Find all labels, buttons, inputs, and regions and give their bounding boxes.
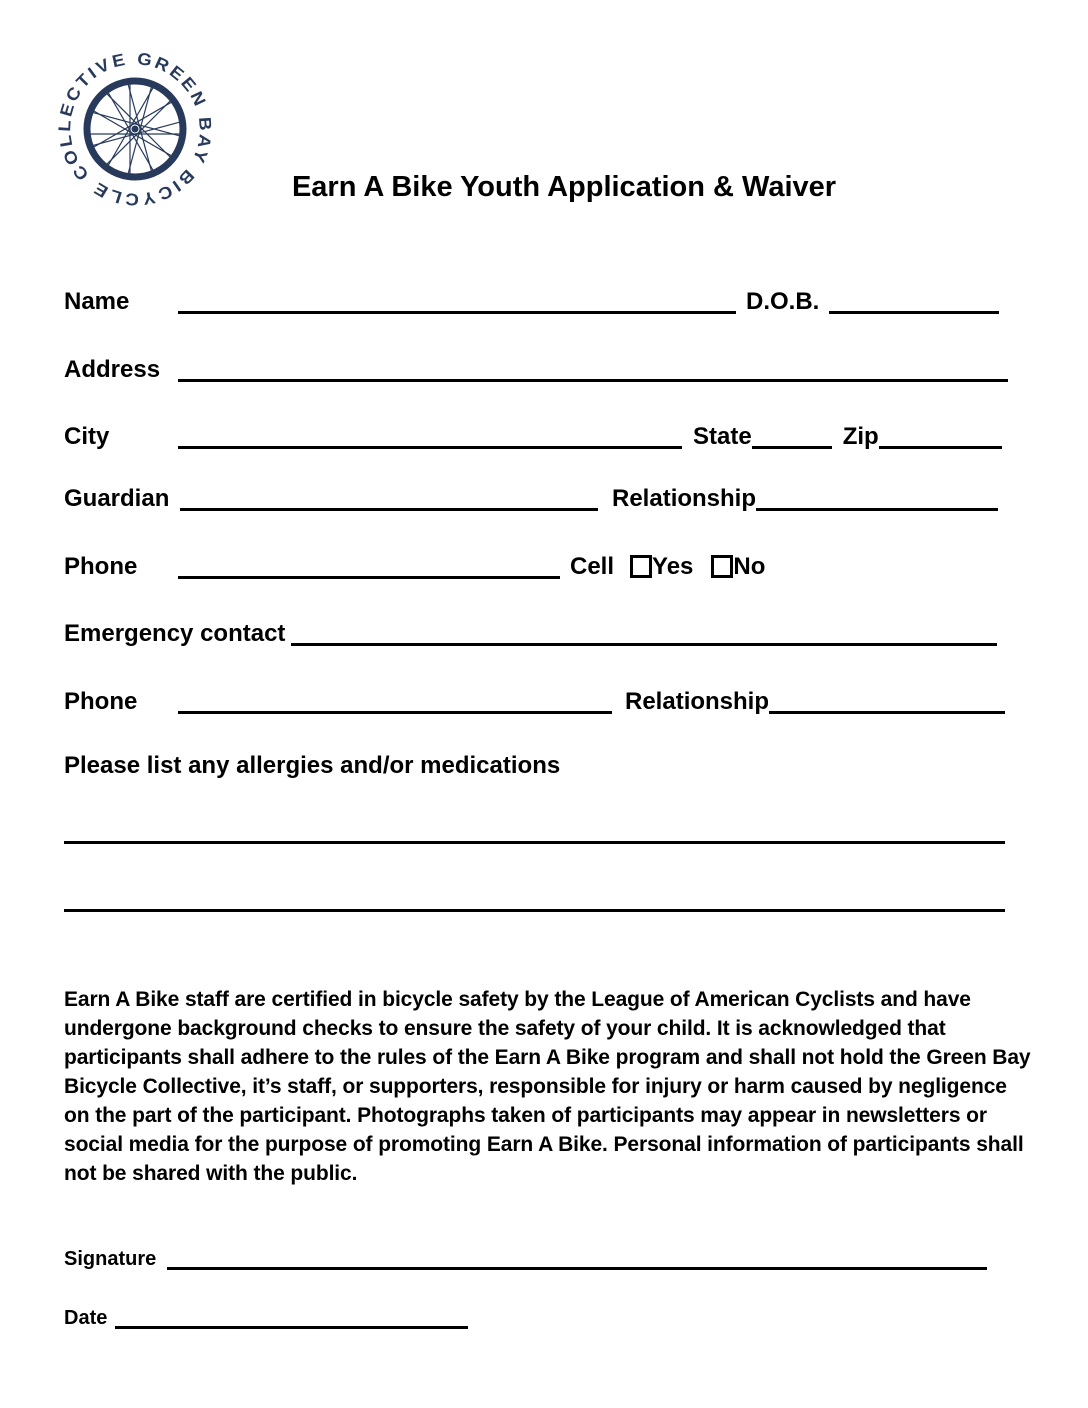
allergies-heading: Please list any allergies and/or medications <box>64 752 561 779</box>
dob-label: D.O.B. <box>746 288 820 315</box>
state-input-line[interactable] <box>752 436 832 449</box>
emergency-relationship-label: Relationship <box>625 688 770 715</box>
signature-row <box>64 1246 1024 1272</box>
signature-label: Signature <box>64 1248 157 1270</box>
guardian-input-line[interactable] <box>180 498 598 511</box>
phone-label: Phone <box>64 553 138 580</box>
city-row <box>64 423 1024 451</box>
form-title: Earn A Bike Youth Application & Waiver <box>291 171 837 203</box>
guardian-label: Guardian <box>64 485 170 512</box>
guardian-relationship-label: Relationship <box>612 485 757 512</box>
emergency-phone-input-line[interactable] <box>178 701 612 714</box>
emergency-phone-label: Phone <box>64 688 138 715</box>
zip-input-line[interactable] <box>879 436 1002 449</box>
address-label: Address <box>64 356 161 383</box>
date-row <box>64 1305 1024 1331</box>
wheel-hub <box>132 126 139 133</box>
cell-no-checkbox[interactable] <box>711 555 733 578</box>
signature-input-line[interactable] <box>167 1257 987 1270</box>
name-label: Name <box>64 288 130 315</box>
waiver-paragraph: Earn A Bike staff are certified in bicycle safety by the League of American Cyclists and have undergone background checks to ensure the safety of your child. It is acknowledged that participants shall adhere to the rules of the Earn A Bike program and shall not hold the Green Bay Bicycle Collective, it’s staff, or supporters, responsible for injury or harm caused by negligence on the part of the participant. Photographs taken of participants may appear in newsletters or social media for the purpose of promoting Earn A Bike. Personal information of participants shall not be shared with the public. <box>64 988 1031 1185</box>
date-label: Date <box>64 1307 108 1329</box>
cell-label: Cell <box>570 553 615 580</box>
emergency-contact-input-line[interactable] <box>291 633 997 646</box>
phone-row <box>64 553 1024 581</box>
guardian-relationship-input-line[interactable] <box>756 498 998 511</box>
allergies-line-1[interactable] <box>64 841 1005 844</box>
logo-ring-text: COLLECTIVE GREEN BAY BICYCLE <box>55 49 215 210</box>
emergency-phone-row <box>64 688 1024 716</box>
zip-label: Zip <box>842 423 879 450</box>
city-input-line[interactable] <box>178 436 682 449</box>
cell-yes-label: Yes <box>652 553 694 580</box>
dob-input-line[interactable] <box>829 301 999 314</box>
city-label: City <box>64 423 110 450</box>
emergency-relationship-input-line[interactable] <box>769 701 1005 714</box>
allergies-line-2[interactable] <box>64 909 1005 912</box>
cell-no-label: No <box>733 553 766 580</box>
allergies-heading-row <box>64 752 1024 780</box>
cell-yes-checkbox[interactable] <box>630 555 652 578</box>
address-input-line[interactable] <box>178 369 1008 382</box>
address-row <box>64 356 1024 384</box>
emergency-contact-label: Emergency contact <box>64 620 286 647</box>
date-input-line[interactable] <box>115 1316 468 1329</box>
phone-input-line[interactable] <box>178 566 560 579</box>
state-label: State <box>693 423 752 450</box>
emergency-contact-row <box>64 620 1024 648</box>
guardian-row <box>64 485 1024 513</box>
name-row <box>64 288 1024 316</box>
name-input-line[interactable] <box>178 301 736 314</box>
